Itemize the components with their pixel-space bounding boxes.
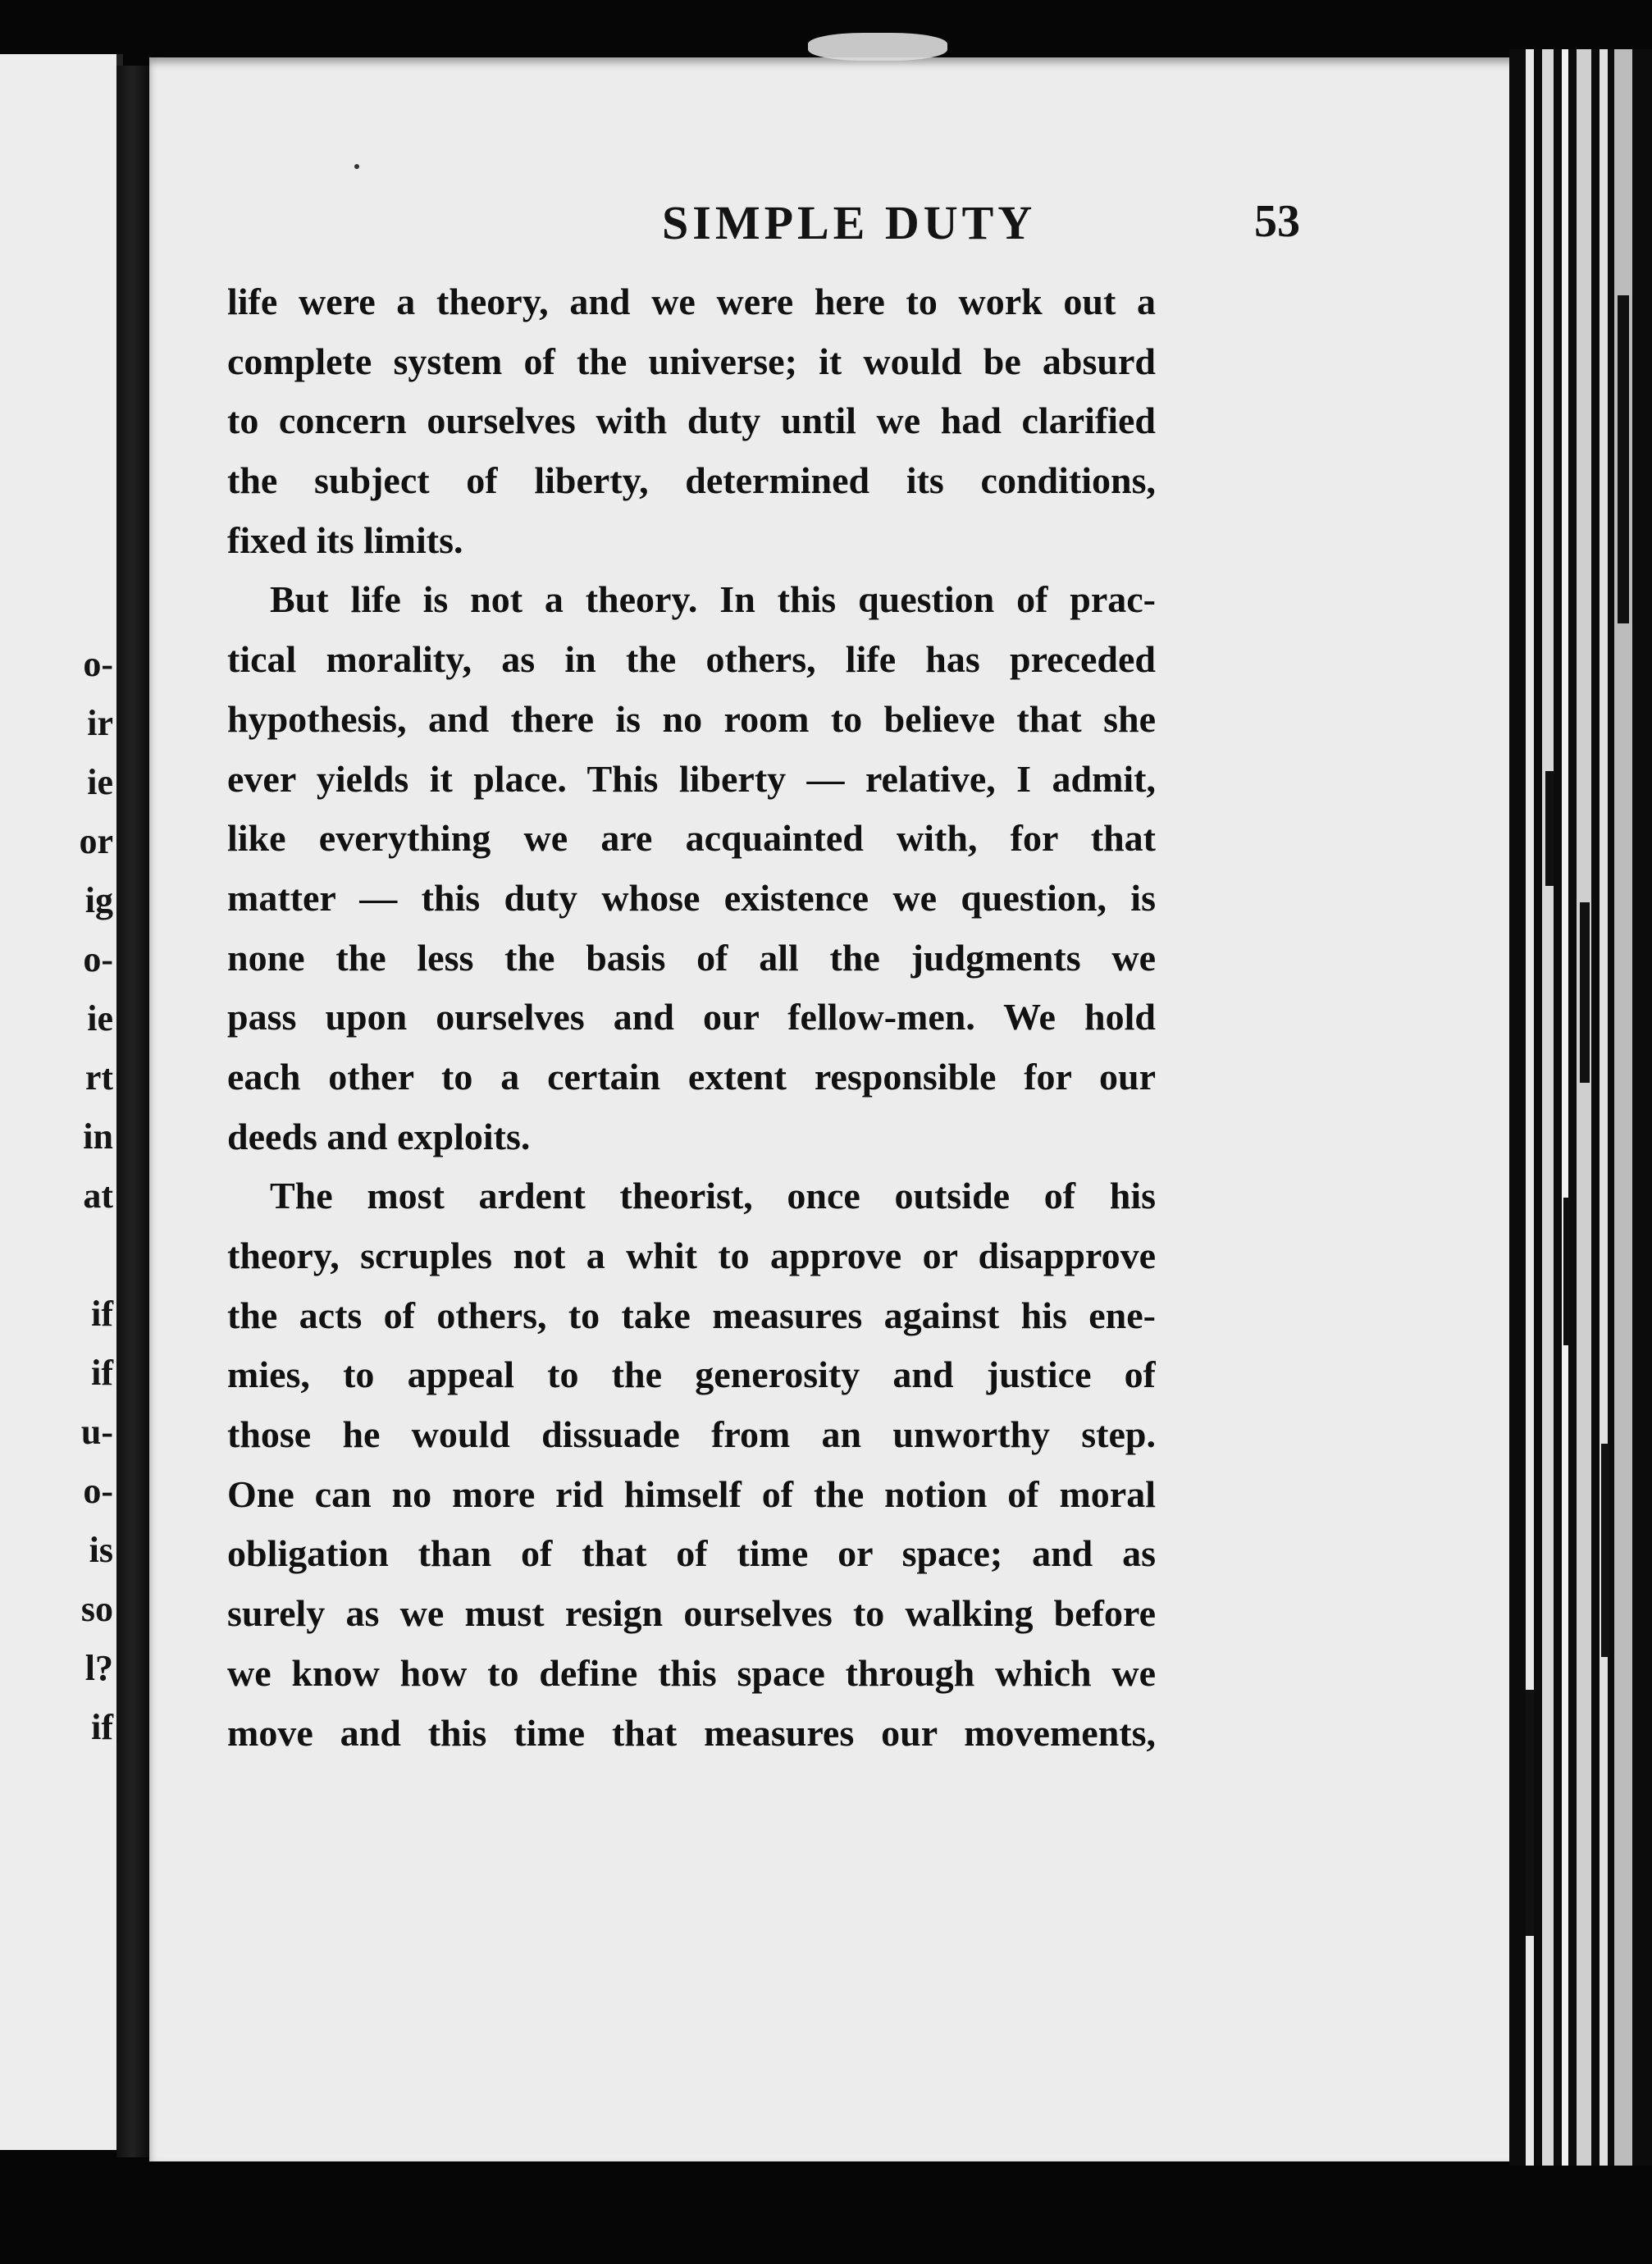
page-speck [354,164,359,169]
page-edge-shadow [1618,295,1629,623]
text-line: The most ardent theorist, once outside of his [270,1175,1156,1217]
text-line: pass upon ourselves and our fellow-men. We hold [227,996,1156,1038]
left-fragment: at [83,1175,113,1216]
left-fragment: u- [80,1412,113,1452]
page-edge-strip [1562,49,1568,2166]
text-line: to concern ourselves with duty until we had clarified [227,399,1156,442]
text-line: fixed its limits. [227,518,463,561]
text-line: those he would dissuade from an unworthy step. [227,1413,1156,1456]
text-line: deeds and exploits. [227,1115,531,1157]
scan-border-bottom [0,2166,1652,2264]
page-edge-shadow [1580,902,1590,1083]
body-text [227,272,1156,1763]
left-fragment: is [89,1530,113,1570]
left-fragment: o- [83,939,113,979]
page-edge-strip [1542,49,1554,2166]
left-fragment: so [80,1589,113,1629]
text-line: obligation than of that of time or space; and as [227,1532,1156,1575]
left-fragment: l? [84,1648,113,1688]
left-fragment: in [83,1116,113,1157]
left-fragment: o- [83,644,113,684]
text-line: ever yields it place. This liberty — relative, I admit, [227,757,1156,800]
page-number: 53 [1254,196,1300,247]
left-fragment: rt [84,1057,113,1098]
left-fragment: ie [87,998,113,1038]
text-line: the acts of others, to take measures against his ene- [227,1294,1156,1336]
book-page [149,57,1523,2161]
text-line: One can no more rid himself of the notion of moral [227,1472,1156,1515]
running-head [510,195,1314,269]
text-line: hypothesis, and there is no room to believe that she [227,697,1156,740]
running-title: SIMPLE DUTY [662,196,1037,249]
left-facing-page [0,54,123,2150]
left-fragment: or [79,821,113,861]
left-fragment: o- [83,1471,113,1511]
text-line: each other to a certain extent responsible for our [227,1055,1156,1098]
text-line: we know how to define this space through which we [227,1651,1156,1694]
book-gutter [116,66,149,2157]
text-line: move and this time that measures our movements, [227,1711,1156,1754]
page-edge-shadow [1545,771,1554,886]
page-stack-fore-edge [1509,49,1652,2166]
page-edge-strip [1600,49,1608,2166]
left-fragment: if [91,1353,113,1393]
left-fragment: ir [87,703,113,743]
text-line: tical morality, as in the others, life has preceded [227,638,1156,681]
page-edge-strip [1577,49,1591,2166]
page-edge-shadow [1526,1690,1534,1936]
text-line: theory, scruples not a whit to approve or disapprove [227,1235,1156,1276]
left-fragment: ie [87,762,113,802]
text-line: matter — this duty whose existence we question, is [227,876,1156,919]
left-fragment: if [91,1294,113,1334]
text-line: mies, to appeal to the generosity and justice of [227,1353,1156,1396]
text-line: the subject of liberty, determined its conditions, [227,459,1156,502]
scan-smudge [808,33,947,61]
left-fragment: if [91,1707,113,1747]
text-line: like everything we are acquainted with, for that [227,817,1156,860]
text-line: But life is not a theory. In this question of prac- [270,578,1156,621]
text-line: complete system of the universe; it would be absurd [227,340,1156,382]
text-line: surely as we must resign ourselves to walking before [227,1592,1156,1635]
left-fragment: ig [84,880,113,920]
text-line: none the less the basis of all the judgments we [227,936,1156,979]
page-edge-shadow [1563,1198,1570,1345]
page-edge-shadow [1601,1444,1609,1657]
text-line: life were a theory, and we were here to work out a [227,281,1156,322]
